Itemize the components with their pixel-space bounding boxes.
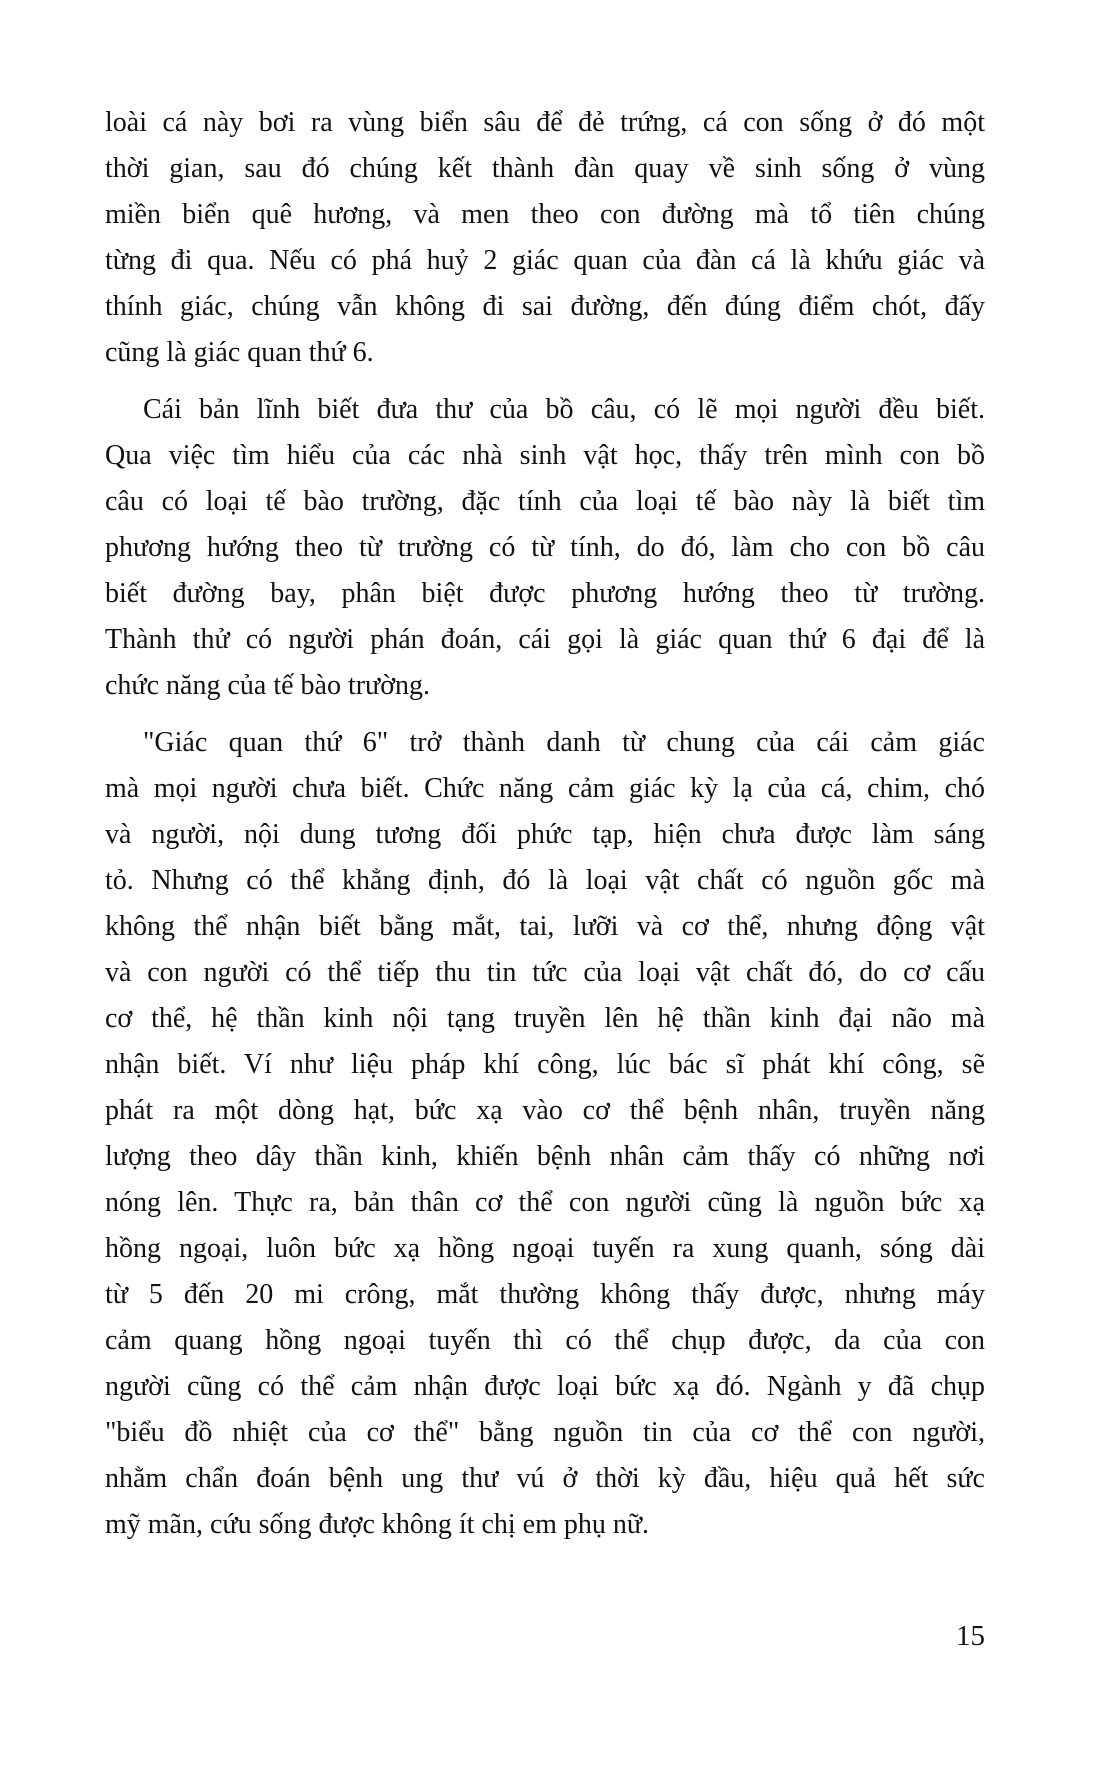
text-line: Cái bản lĩnh biết đưa thư của bồ câu, có lẽ mọi người đều biết. [143,394,985,425]
text-line: và người, nội dung tương đối phức tạp, hiện chưa được làm sáng [105,819,985,850]
text-line: "biểu đồ nhiệt của cơ thể" bằng nguồn tin của cơ thể con người, [105,1417,985,1448]
text-line: Thành thử có người phán đoán, cái gọi là giác quan thứ 6 đại để là [105,624,985,655]
text-line: và con người có thể tiếp thu tin tức của loại vật chất đó, do cơ cấu [105,957,985,988]
text-line: cơ thể, hệ thần kinh nội tạng truyền lên hệ thần kinh đại não mà [105,1003,985,1034]
page-number: 15 [956,1620,985,1652]
paragraph [105,720,985,1548]
text-line: phương hướng theo từ trường có từ tính, do đó, làm cho con bồ câu [105,532,985,563]
text-line: người cũng có thể cảm nhận được loại bức xạ đó. Ngành y đã chụp [105,1371,985,1402]
text-line: nóng lên. Thực ra, bản thân cơ thể con người cũng là nguồn bức xạ [105,1187,985,1218]
text-line: không thể nhận biết bằng mắt, tai, lưỡi và cơ thể, nhưng động vật [105,911,985,942]
text-line: nhằm chẩn đoán bệnh ung thư vú ở thời kỳ đầu, hiệu quả hết sức [105,1463,985,1494]
text-line: hồng ngoại, luôn bức xạ hồng ngoại tuyến ra xung quanh, sóng dài [105,1233,985,1264]
text-line: lượng theo dây thần kinh, khiến bệnh nhân cảm thấy có những nơi [105,1141,985,1172]
text-line: từng đi qua. Nếu có phá huỷ 2 giác quan của đàn cá là khứu giác và [105,245,985,276]
text-line: mà mọi người chưa biết. Chức năng cảm giác kỳ lạ của cá, chim, chó [105,773,985,804]
text-line: thính giác, chúng vẫn không đi sai đường, đến đúng điểm chót, đấy [105,291,985,322]
text-line: câu có loại tế bào trường, đặc tính của loại tế bào này là biết tìm [105,486,985,517]
text-line: "Giác quan thứ 6" trở thành danh từ chung của cái cảm giác [143,727,985,758]
text-line: biết đường bay, phân biệt được phương hướng theo từ trường. [105,578,985,609]
text-line: nhận biết. Ví như liệu pháp khí công, lúc bác sĩ phát khí công, sẽ [105,1049,985,1080]
text-line: cũng là giác quan thứ 6. [105,337,374,368]
text-line: thời gian, sau đó chúng kết thành đàn quay về sinh sống ở vùng [105,153,985,184]
text-line: phát ra một dòng hạt, bức xạ vào cơ thể bệnh nhân, truyền năng [105,1095,985,1126]
text-line: miền biển quê hương, và men theo con đường mà tổ tiên chúng [105,199,985,230]
paragraph [105,387,985,709]
text-line: mỹ mãn, cứu sống được không ít chị em phụ nữ. [105,1509,650,1540]
text-line: Qua việc tìm hiểu của các nhà sinh vật học, thấy trên mình con bồ [105,440,985,471]
text-line: cảm quang hồng ngoại tuyến thì có thể chụp được, da của con [105,1325,985,1356]
text-line: từ 5 đến 20 mi crông, mắt thường không thấy được, nhưng máy [105,1279,985,1310]
paragraph [105,100,985,376]
text-line: tỏ. Nhưng có thể khẳng định, đó là loại vật chất có nguồn gốc mà [105,865,985,896]
text-line: loài cá này bơi ra vùng biển sâu để đẻ trứng, cá con sống ở đó một [105,107,985,138]
page-text [105,100,985,1548]
text-line: chức năng của tế bào trường. [105,670,431,701]
